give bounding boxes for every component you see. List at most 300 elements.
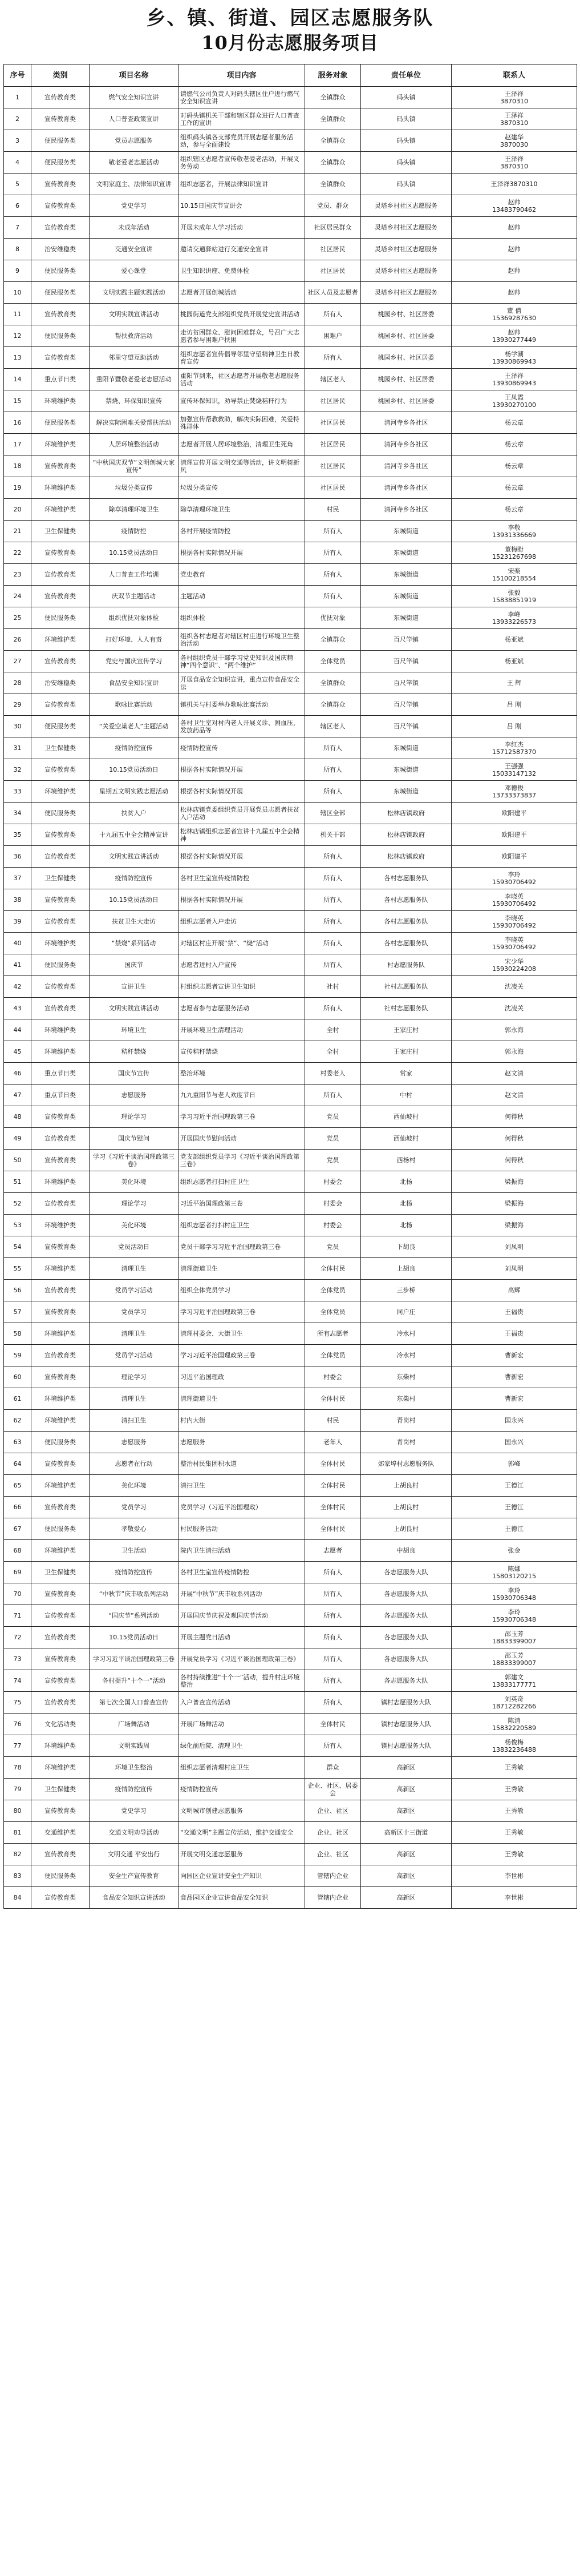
cell-category: 卫生保健类 bbox=[31, 1562, 90, 1583]
cell-index: 36 bbox=[4, 846, 31, 868]
cell-contact: 赵文清 bbox=[452, 1063, 577, 1085]
cell-project-content: 桃园街道党支部组织党员开展党史宣讲活动 bbox=[179, 304, 305, 325]
cell-responsible-unit: 镇村志愿服务大队 bbox=[361, 1735, 452, 1757]
table-row bbox=[4, 1280, 577, 1301]
cell-project-content: 宣传秸秆禁烧 bbox=[179, 1041, 305, 1063]
cell-responsible-unit: 各志愿服务大队 bbox=[361, 1562, 452, 1583]
cell-project-name: 党员学习 bbox=[90, 1301, 179, 1323]
cell-contact: 邵玉芳 18833399007 bbox=[452, 1627, 577, 1648]
cell-index: 11 bbox=[4, 304, 31, 325]
cell-project-name: “中秋国庆双节”文明创城大家宣传” bbox=[90, 455, 179, 477]
cell-project-name: 党员活动日 bbox=[90, 1236, 179, 1258]
cell-responsible-unit: 松林店镇政府 bbox=[361, 846, 452, 868]
cell-category: 宣传教育类 bbox=[31, 1128, 90, 1150]
cell-project-name: 10.15党员活动日 bbox=[90, 889, 179, 911]
cell-service-target: 党员、群众 bbox=[305, 195, 361, 217]
cell-project-content: 清理村委会、大街卫生 bbox=[179, 1323, 305, 1345]
cell-project-name: 清理卫生 bbox=[90, 1323, 179, 1345]
cell-contact: 杨亚斌 bbox=[452, 629, 577, 651]
cell-project-name: 理论学习 bbox=[90, 1106, 179, 1128]
cell-index: 22 bbox=[4, 542, 31, 564]
cell-project-content: 村内大街 bbox=[179, 1410, 305, 1432]
cell-project-name: 庆双节主题活动 bbox=[90, 586, 179, 607]
cell-project-name: 秸秆禁烧 bbox=[90, 1041, 179, 1063]
cell-project-content: 党员干部学习习近平治国理政第三卷 bbox=[179, 1236, 305, 1258]
cell-category: 宣传教育类 bbox=[31, 1800, 90, 1822]
cell-contact: 杨云章 bbox=[452, 477, 577, 499]
cell-index: 20 bbox=[4, 499, 31, 521]
cell-project-content: 对码头镇机关干部和辖区群众进行人口普查工作的宣讲 bbox=[179, 108, 305, 130]
cell-project-content: 除草清理环境卫生 bbox=[179, 499, 305, 521]
cell-contact: 董 倩 15369287630 bbox=[452, 304, 577, 325]
cell-contact: 赵帅 bbox=[452, 239, 577, 260]
cell-category: 宣传教育类 bbox=[31, 1106, 90, 1128]
table-row bbox=[4, 911, 577, 933]
cell-contact: 何得秋 bbox=[452, 1128, 577, 1150]
table-row bbox=[4, 477, 577, 499]
cell-responsible-unit: 王家庄村 bbox=[361, 1041, 452, 1063]
cell-category: 环境维护类 bbox=[31, 499, 90, 521]
cell-service-target: 全体党员 bbox=[305, 1301, 361, 1323]
cell-responsible-unit: 清河寺乡各社区 bbox=[361, 412, 452, 434]
cell-service-target: 所有人 bbox=[305, 1692, 361, 1714]
cell-index: 55 bbox=[4, 1258, 31, 1280]
cell-project-name: 卫生活动 bbox=[90, 1540, 179, 1562]
table-row bbox=[4, 694, 577, 716]
cell-project-content: 志愿者开展人居环境整治，清理卫生死角 bbox=[179, 434, 305, 455]
cell-project-name: 疫情防控宣传 bbox=[90, 737, 179, 759]
cell-category: 治安维稳类 bbox=[31, 239, 90, 260]
cell-project-name: “禁烧”系列活动 bbox=[90, 933, 179, 954]
cell-project-name: 文明实践周 bbox=[90, 1735, 179, 1757]
cell-responsible-unit: 上胡良村 bbox=[361, 1518, 452, 1540]
cell-service-target: 所有人 bbox=[305, 1085, 361, 1106]
cell-category: 环境维护类 bbox=[31, 1323, 90, 1345]
cell-service-target: 困难户 bbox=[305, 325, 361, 347]
cell-category: 宣传教育类 bbox=[31, 889, 90, 911]
cell-service-target: 所有人 bbox=[305, 737, 361, 759]
cell-responsible-unit: 码头镇 bbox=[361, 87, 452, 108]
table-row bbox=[4, 1432, 577, 1453]
cell-service-target: 辖区老人 bbox=[305, 716, 361, 737]
cell-index: 23 bbox=[4, 564, 31, 586]
cell-service-target: 村委会 bbox=[305, 1215, 361, 1236]
cell-service-target: 辖区老人 bbox=[305, 369, 361, 390]
cell-responsible-unit: 百尺竿镇 bbox=[361, 651, 452, 672]
cell-project-content: 卫生知识讲座、免费体检 bbox=[179, 260, 305, 282]
cell-project-content: 根据各村实际情况开展 bbox=[179, 781, 305, 803]
cell-contact: 王秀敏 bbox=[452, 1757, 577, 1779]
cell-contact: 张金 bbox=[452, 1540, 577, 1562]
cell-responsible-unit: 三步桥 bbox=[361, 1280, 452, 1301]
cell-index: 17 bbox=[4, 434, 31, 455]
cell-contact: 李玲 15930706348 bbox=[452, 1605, 577, 1627]
cell-category: 环境维护类 bbox=[31, 434, 90, 455]
cell-index: 48 bbox=[4, 1106, 31, 1128]
cell-responsible-unit: 同户庄 bbox=[361, 1301, 452, 1323]
cell-contact: 王德江 bbox=[452, 1518, 577, 1540]
cell-responsible-unit: 各村志愿服务队 bbox=[361, 889, 452, 911]
cell-category: 宣传教育类 bbox=[31, 1453, 90, 1475]
cell-index: 77 bbox=[4, 1735, 31, 1757]
cell-category: 宣传教育类 bbox=[31, 347, 90, 369]
table-row bbox=[4, 282, 577, 304]
table-body bbox=[4, 87, 577, 1909]
cell-index: 40 bbox=[4, 933, 31, 954]
cell-project-content: 10.15日国庆节宣讲会 bbox=[179, 195, 305, 217]
cell-project-name: 组织优抚对象体检 bbox=[90, 607, 179, 629]
table-row bbox=[4, 1388, 577, 1410]
cell-contact: 王德江 bbox=[452, 1475, 577, 1497]
cell-index: 59 bbox=[4, 1345, 31, 1366]
table-row bbox=[4, 260, 577, 282]
table-row bbox=[4, 1410, 577, 1432]
cell-category: 环境维护类 bbox=[31, 1215, 90, 1236]
cell-category: 宣传教育类 bbox=[31, 195, 90, 217]
cell-project-name: 人口普查工作培训 bbox=[90, 564, 179, 586]
table-row bbox=[4, 933, 577, 954]
cell-category: 环境维护类 bbox=[31, 1019, 90, 1041]
cell-contact: 宋少华 15930224208 bbox=[452, 954, 577, 976]
cell-project-content: 垃圾分类宣传 bbox=[179, 477, 305, 499]
cell-contact: 王福贵 bbox=[452, 1301, 577, 1323]
cell-responsible-unit: 高新区 bbox=[361, 1779, 452, 1800]
cell-project-name: 疫情防控 bbox=[90, 521, 179, 542]
cell-responsible-unit: 中胡良 bbox=[361, 1540, 452, 1562]
cell-project-name: 学习习近平谈治国理政第三卷 bbox=[90, 1648, 179, 1670]
cell-project-content: 习近平治国理政第三卷 bbox=[179, 1193, 305, 1215]
cell-responsible-unit: 清河寺乡各社区 bbox=[361, 434, 452, 455]
cell-service-target: 党员 bbox=[305, 1150, 361, 1171]
cell-category: 宣传教育类 bbox=[31, 1627, 90, 1648]
cell-service-target: 所有人 bbox=[305, 1648, 361, 1670]
cell-index: 81 bbox=[4, 1822, 31, 1844]
cell-project-content: 清扫卫生 bbox=[179, 1475, 305, 1497]
cell-project-content: 重阳节到来，社区志愿者开展敬老志愿服务活动 bbox=[179, 369, 305, 390]
cell-service-target: 全镇群众 bbox=[305, 629, 361, 651]
cell-category: 环境维护类 bbox=[31, 629, 90, 651]
cell-service-target: 所有人 bbox=[305, 759, 361, 781]
cell-index: 30 bbox=[4, 716, 31, 737]
cell-contact: 郭永海 bbox=[452, 1019, 577, 1041]
cell-project-name: 十九届五中全会精神宣讲 bbox=[90, 824, 179, 846]
cell-service-target: 所有人 bbox=[305, 304, 361, 325]
cell-responsible-unit: 百尺竿镇 bbox=[361, 629, 452, 651]
cell-project-content: “交通文明”主题宣传活动，维护交通安全 bbox=[179, 1822, 305, 1844]
cell-project-content: 主题活动 bbox=[179, 586, 305, 607]
table-row bbox=[4, 304, 577, 325]
cell-category: 便民服务类 bbox=[31, 803, 90, 824]
table-row bbox=[4, 455, 577, 477]
cell-service-target: 党员 bbox=[305, 1106, 361, 1128]
table-row bbox=[4, 347, 577, 369]
cell-responsible-unit: 桃园乡村、社区居委 bbox=[361, 369, 452, 390]
cell-responsible-unit: 灵塔乡村社区志愿服务 bbox=[361, 217, 452, 239]
cell-project-content: 党支部组织党员学习《习近平谈治国理政第三卷》 bbox=[179, 1150, 305, 1171]
cell-responsible-unit: 东城街道 bbox=[361, 759, 452, 781]
cell-contact: 曹新宏 bbox=[452, 1388, 577, 1410]
cell-project-name: 文明实践宣讲活动 bbox=[90, 846, 179, 868]
cell-responsible-unit: 百尺竿镇 bbox=[361, 672, 452, 694]
cell-index: 34 bbox=[4, 803, 31, 824]
cell-contact: 国永兴 bbox=[452, 1410, 577, 1432]
cell-contact: 王泽祥 3870310 bbox=[452, 152, 577, 174]
cell-index: 25 bbox=[4, 607, 31, 629]
cell-service-target: 企业、社区 bbox=[305, 1844, 361, 1865]
cell-project-content: 绿化前后院、清理卫生 bbox=[179, 1735, 305, 1757]
table-row bbox=[4, 586, 577, 607]
cell-index: 78 bbox=[4, 1757, 31, 1779]
table-row bbox=[4, 998, 577, 1019]
table-row bbox=[4, 1670, 577, 1692]
cell-project-content: 组织志愿者打扫村庄卫生 bbox=[179, 1171, 305, 1193]
cell-contact: 杨云章 bbox=[452, 499, 577, 521]
cell-contact: 李晓英 15930706492 bbox=[452, 933, 577, 954]
cell-index: 38 bbox=[4, 889, 31, 911]
table-row bbox=[4, 1887, 577, 1909]
cell-contact: 李玲 15930706348 bbox=[452, 1583, 577, 1605]
table-row bbox=[4, 672, 577, 694]
cell-project-name: “中秋节”庆丰收系列活动 bbox=[90, 1583, 179, 1605]
table-row bbox=[4, 737, 577, 759]
cell-contact: 王凤霞 13930270100 bbox=[452, 390, 577, 412]
cell-project-name: 志愿者在行动 bbox=[90, 1453, 179, 1475]
cell-category: 便民服务类 bbox=[31, 716, 90, 737]
cell-service-target: 全体村民 bbox=[305, 1475, 361, 1497]
cell-project-name: 爱心课堂 bbox=[90, 260, 179, 282]
cell-contact: 李敬 13931336669 bbox=[452, 521, 577, 542]
cell-responsible-unit: 西仙坡村 bbox=[361, 1128, 452, 1150]
cell-service-target: 志愿者 bbox=[305, 1540, 361, 1562]
cell-service-target: 党员 bbox=[305, 1236, 361, 1258]
table-row bbox=[4, 1844, 577, 1865]
cell-contact: 梁振海 bbox=[452, 1193, 577, 1215]
table-row bbox=[4, 1453, 577, 1475]
cell-service-target: 社区居民 bbox=[305, 477, 361, 499]
cell-responsible-unit: 桃园乡村、社区居委 bbox=[361, 347, 452, 369]
cell-project-content: 根据各村实际情况开展 bbox=[179, 889, 305, 911]
table-row bbox=[4, 1627, 577, 1648]
cell-responsible-unit: 各志愿服务大队 bbox=[361, 1583, 452, 1605]
cell-project-content: 疫情防控宣传 bbox=[179, 1779, 305, 1800]
cell-index: 3 bbox=[4, 130, 31, 152]
cell-project-name: 安全生产宣传教育 bbox=[90, 1865, 179, 1887]
table-row bbox=[4, 325, 577, 347]
cell-project-content: 入户普查宣传活动 bbox=[179, 1692, 305, 1714]
cell-index: 32 bbox=[4, 759, 31, 781]
cell-category: 便民服务类 bbox=[31, 607, 90, 629]
cell-responsible-unit: 上胡良村 bbox=[361, 1475, 452, 1497]
cell-responsible-unit: 灵塔乡村社区志愿服务 bbox=[361, 282, 452, 304]
cell-responsible-unit: 码头镇 bbox=[361, 152, 452, 174]
cell-service-target: 全体村民 bbox=[305, 1453, 361, 1475]
cell-contact: 欧阳建平 bbox=[452, 846, 577, 868]
cell-project-content: 走访贫困群众、慰问困难群众，号召广大志愿者参与困难户扶困 bbox=[179, 325, 305, 347]
cell-responsible-unit: 高新区 bbox=[361, 1757, 452, 1779]
cell-contact: 郭峰 bbox=[452, 1453, 577, 1475]
cell-index: 24 bbox=[4, 586, 31, 607]
cell-project-content: 开展文明交通志愿服务 bbox=[179, 1844, 305, 1865]
cell-index: 18 bbox=[4, 455, 31, 477]
cell-service-target: 社区居民 bbox=[305, 434, 361, 455]
cell-contact: 高辉 bbox=[452, 1280, 577, 1301]
cell-category: 环境维护类 bbox=[31, 1735, 90, 1757]
cell-project-name: 环境卫生整治 bbox=[90, 1757, 179, 1779]
cell-responsible-unit: 青岗村 bbox=[361, 1432, 452, 1453]
cell-service-target: 所有人 bbox=[305, 933, 361, 954]
cell-index: 8 bbox=[4, 239, 31, 260]
cell-responsible-unit: 上胡良村 bbox=[361, 1497, 452, 1518]
table-row bbox=[4, 1150, 577, 1171]
cell-service-target: 村委会 bbox=[305, 1366, 361, 1388]
cell-project-name: 打好环境、人人有责 bbox=[90, 629, 179, 651]
cell-service-target: 全村 bbox=[305, 1019, 361, 1041]
cell-service-target: 所有志愿者 bbox=[305, 1323, 361, 1345]
table-row bbox=[4, 542, 577, 564]
table-row bbox=[4, 1041, 577, 1063]
cell-project-name: 党员学习 bbox=[90, 1497, 179, 1518]
cell-contact: 沈凌关 bbox=[452, 976, 577, 998]
cell-category: 宣传教育类 bbox=[31, 1670, 90, 1692]
cell-category: 环境维护类 bbox=[31, 477, 90, 499]
table-header-row bbox=[4, 64, 577, 87]
cell-service-target: 优抚对象 bbox=[305, 607, 361, 629]
cell-contact: 李红杰 15712587370 bbox=[452, 737, 577, 759]
cell-index: 76 bbox=[4, 1714, 31, 1735]
cell-index: 15 bbox=[4, 390, 31, 412]
cell-contact: 王福贵 bbox=[452, 1323, 577, 1345]
cell-index: 39 bbox=[4, 911, 31, 933]
cell-index: 26 bbox=[4, 629, 31, 651]
table-row bbox=[4, 1757, 577, 1779]
cell-index: 46 bbox=[4, 1063, 31, 1085]
cell-responsible-unit: 东城街道 bbox=[361, 586, 452, 607]
cell-project-content: 各村卫生室对村内老人开展义诊、测血压，发放药品等 bbox=[179, 716, 305, 737]
cell-category: 宣传教育类 bbox=[31, 1193, 90, 1215]
cell-responsible-unit: 高新区 bbox=[361, 1865, 452, 1887]
table-row bbox=[4, 1605, 577, 1627]
cell-index: 80 bbox=[4, 1800, 31, 1822]
cell-project-name: 党史学习 bbox=[90, 195, 179, 217]
cell-category: 便民服务类 bbox=[31, 1518, 90, 1540]
cell-responsible-unit: 青岗村 bbox=[361, 1410, 452, 1432]
cell-project-content: 学习习近平治国理政第三卷 bbox=[179, 1301, 305, 1323]
cell-project-content: 组织体检 bbox=[179, 607, 305, 629]
cell-category: 治安维稳类 bbox=[31, 672, 90, 694]
cell-index: 21 bbox=[4, 521, 31, 542]
table-row bbox=[4, 889, 577, 911]
cell-service-target: 所有人 bbox=[305, 998, 361, 1019]
cell-responsible-unit: 高新区十三街道 bbox=[361, 1822, 452, 1844]
cell-project-name: 理论学习 bbox=[90, 1366, 179, 1388]
cell-index: 70 bbox=[4, 1583, 31, 1605]
table-row bbox=[4, 629, 577, 651]
cell-project-name: 文明实践宣讲活动 bbox=[90, 304, 179, 325]
cell-project-name: 疫情防控宣传 bbox=[90, 868, 179, 889]
cell-category: 环境维护类 bbox=[31, 933, 90, 954]
cell-service-target: 全镇群众 bbox=[305, 108, 361, 130]
cell-project-name: 清扫卫生 bbox=[90, 1410, 179, 1432]
cell-index: 10 bbox=[4, 282, 31, 304]
cell-project-name: 解决实际困难关爱帮扶活动 bbox=[90, 412, 179, 434]
table-row bbox=[4, 1193, 577, 1215]
cell-responsible-unit: 清河寺乡各社区 bbox=[361, 499, 452, 521]
cell-project-content: 组织志愿者打扫村庄卫生 bbox=[179, 1215, 305, 1236]
cell-contact: 郭永海 bbox=[452, 1041, 577, 1063]
cell-project-name: 文明实践主题实践活动 bbox=[90, 282, 179, 304]
cell-category: 宣传教育类 bbox=[31, 911, 90, 933]
cell-index: 1 bbox=[4, 87, 31, 108]
cell-contact: 邓德俊 13733373837 bbox=[452, 781, 577, 803]
cell-index: 67 bbox=[4, 1518, 31, 1540]
cell-contact: 李晓英 15930706492 bbox=[452, 911, 577, 933]
cell-project-name: 食品安全知识宣讲活动 bbox=[90, 1887, 179, 1909]
cell-index: 33 bbox=[4, 781, 31, 803]
cell-service-target: 所有人 bbox=[305, 846, 361, 868]
cell-project-content: 志愿者参与志愿服务活动 bbox=[179, 998, 305, 1019]
cell-project-content: 村民服务活动 bbox=[179, 1518, 305, 1540]
cell-project-name: “关爱空巢老人”主题活动 bbox=[90, 716, 179, 737]
cell-project-content: 松林店镇党委组织党员开展党员志愿者扶贫入户活动 bbox=[179, 803, 305, 824]
column-header-project-content: 项目内容 bbox=[179, 64, 305, 87]
cell-project-content: 村组织志愿者宣讲卫生知识 bbox=[179, 976, 305, 998]
table-row bbox=[4, 846, 577, 868]
cell-project-content: 文明城市创建志愿服务 bbox=[179, 1800, 305, 1822]
cell-project-content: 学习习近平治国理政第三卷 bbox=[179, 1345, 305, 1366]
cell-contact: 欧阳建平 bbox=[452, 803, 577, 824]
cell-index: 42 bbox=[4, 976, 31, 998]
cell-index: 82 bbox=[4, 1844, 31, 1865]
cell-service-target: 所有人 bbox=[305, 586, 361, 607]
cell-index: 51 bbox=[4, 1171, 31, 1193]
table-row bbox=[4, 1085, 577, 1106]
cell-project-name: 党员学习活动 bbox=[90, 1345, 179, 1366]
cell-service-target: 社区居民 bbox=[305, 390, 361, 412]
cell-index: 12 bbox=[4, 325, 31, 347]
cell-category: 宣传教育类 bbox=[31, 1583, 90, 1605]
cell-project-name: 疫情防控宣传 bbox=[90, 1562, 179, 1583]
cell-responsible-unit: 镇村志愿服务大队 bbox=[361, 1692, 452, 1714]
cell-service-target: 所有人 bbox=[305, 1627, 361, 1648]
cell-responsible-unit: 社村志愿服务队 bbox=[361, 976, 452, 998]
cell-responsible-unit: 东城街道 bbox=[361, 542, 452, 564]
table-row bbox=[4, 499, 577, 521]
cell-service-target: 社区居民 bbox=[305, 412, 361, 434]
cell-responsible-unit: 下胡良 bbox=[361, 1236, 452, 1258]
cell-category: 宣传教育类 bbox=[31, 217, 90, 239]
cell-index: 75 bbox=[4, 1692, 31, 1714]
cell-project-name: 党史与国庆宣传学习 bbox=[90, 651, 179, 672]
table-row bbox=[4, 564, 577, 586]
cell-responsible-unit: 各村志愿服务队 bbox=[361, 933, 452, 954]
cell-project-name: 帮扶救济活动 bbox=[90, 325, 179, 347]
cell-project-content: 加强宣传帮教救助，解决实际困难，关爱特殊群体 bbox=[179, 412, 305, 434]
cell-service-target: 企业、社区 bbox=[305, 1822, 361, 1844]
cell-index: 79 bbox=[4, 1779, 31, 1800]
cell-contact: 赵文清 bbox=[452, 1085, 577, 1106]
cell-project-name: 邻里守望互助活动 bbox=[90, 347, 179, 369]
cell-responsible-unit: 东城街道 bbox=[361, 521, 452, 542]
cell-category: 便民服务类 bbox=[31, 130, 90, 152]
table-row bbox=[4, 1822, 577, 1844]
cell-project-content: 开展国庆节慰问活动 bbox=[179, 1128, 305, 1150]
cell-contact: 杨学潮 13930869943 bbox=[452, 347, 577, 369]
cell-service-target: 社区居民 bbox=[305, 239, 361, 260]
table-row bbox=[4, 1714, 577, 1735]
cell-project-content: 组织辖区志愿者宣传敬老爱老活动，开展义务劳动 bbox=[179, 152, 305, 174]
table-row bbox=[4, 1236, 577, 1258]
cell-contact: 刘凤明 bbox=[452, 1236, 577, 1258]
